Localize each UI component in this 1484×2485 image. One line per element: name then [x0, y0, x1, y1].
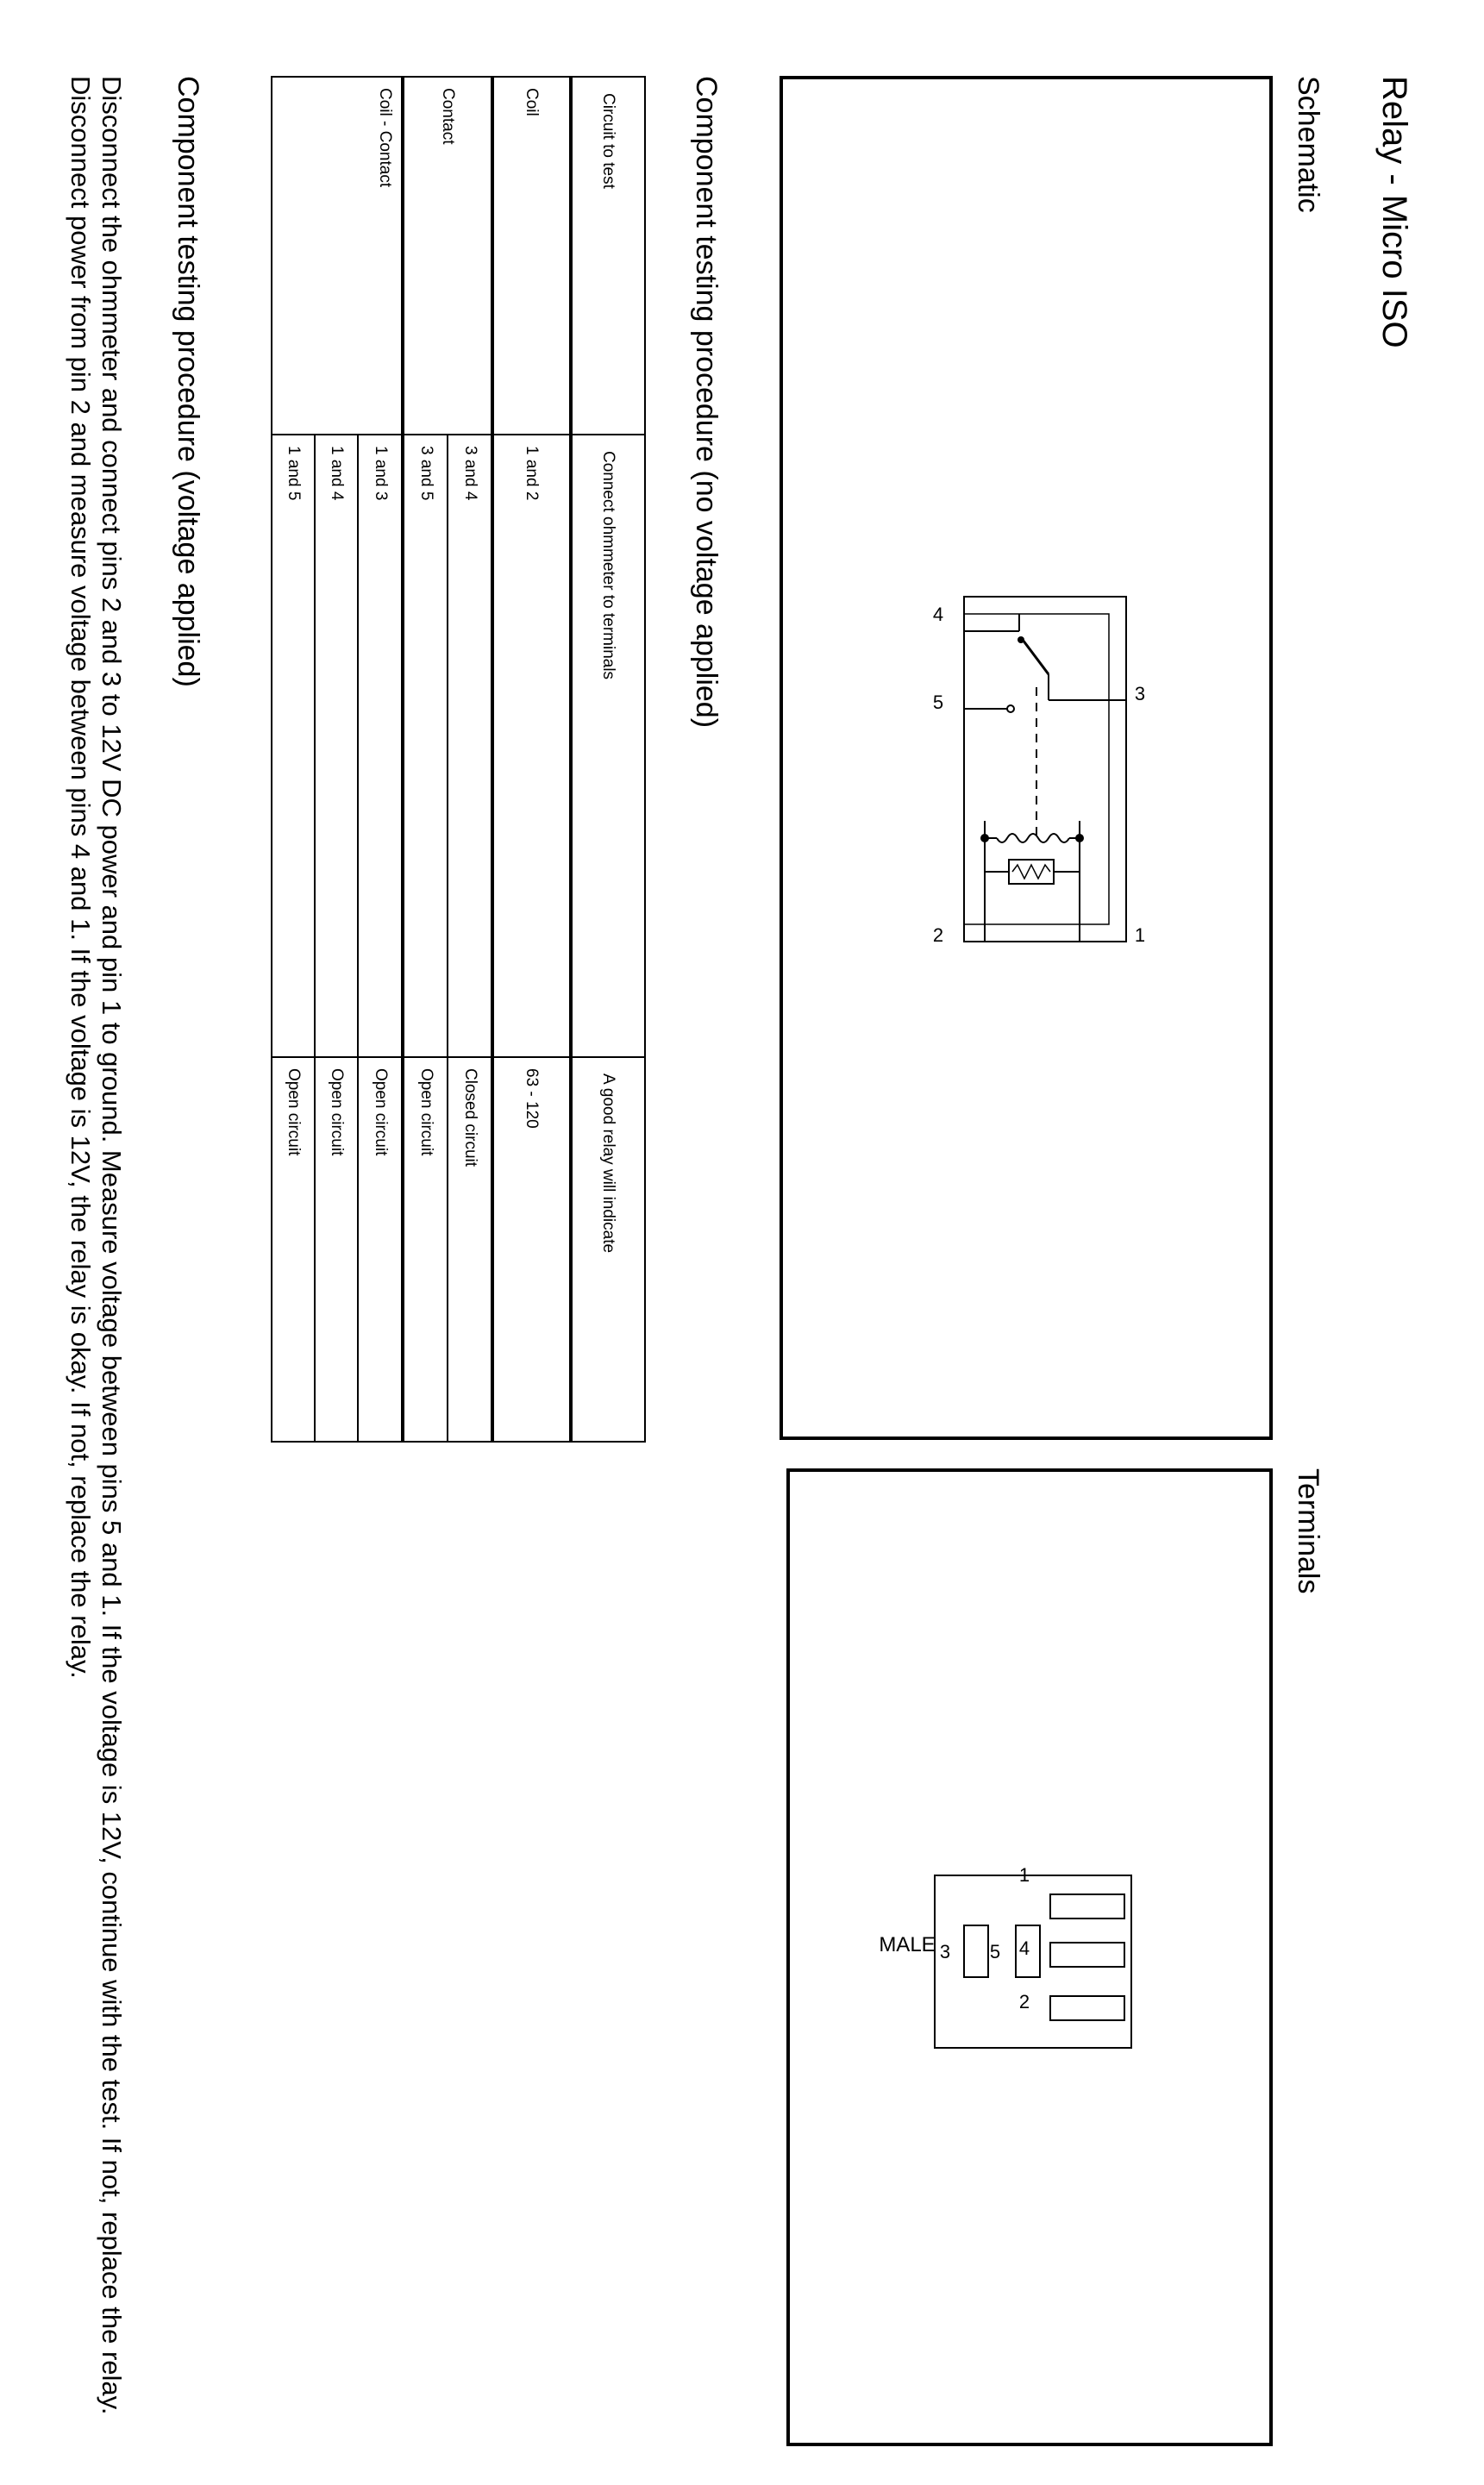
terminal-label-4: 4 — [1018, 1937, 1030, 1959]
result-cell: 63 - 120 — [492, 1057, 571, 1442]
table-row — [448, 77, 492, 1442]
result-cell: Open circuit — [272, 1057, 315, 1442]
pin-label-4: 4 — [932, 604, 944, 625]
table-header-row — [571, 77, 645, 1442]
voltage-heading: Component testing procedure (voltage applied) — [172, 76, 204, 687]
terminals-cell: 1 and 3 — [359, 435, 404, 1057]
no-voltage-heading: Component testing procedure (no voltage applied) — [690, 76, 723, 729]
terminal-label-2: 2 — [1018, 1991, 1030, 2012]
circuit-cell: Coil — [492, 77, 571, 435]
voltage-procedure-text: Disconnect the ohmmeter and connect pins 2 and 3 to 12V DC power and pin 1 to ground. Measure voltage between pins 5 and 1. If the voltage is 12V, continue with the test. If not, replace the relay. Disconnect power from pin 2 and measure voltage between pins 4 and 1. If the voltage is 12V, the relay is okay. If not, replace the relay. — [66, 76, 127, 2415]
connector-gender-label: MALE — [879, 1933, 936, 1956]
no-voltage-test-table — [271, 76, 646, 1443]
terminals-cell: 1 and 5 — [272, 435, 315, 1057]
coil-winding — [997, 834, 1069, 842]
terminal-pin-1 — [1050, 1894, 1124, 1919]
terminal-label-3: 3 — [939, 1941, 951, 1962]
relay-schematic-diagram — [783, 79, 1269, 1437]
connector-diagram — [790, 1472, 1269, 2443]
pin-label-5: 5 — [932, 692, 944, 713]
table-row — [492, 77, 571, 1442]
column-header-terminals: Connect ohmmeter to terminals — [571, 435, 645, 1057]
terminals-cell: 3 and 5 — [403, 435, 448, 1057]
terminals-cell: 3 and 4 — [448, 435, 492, 1057]
terminal-label-5: 5 — [989, 1941, 1001, 1962]
terminals-heading: Terminals — [1292, 1468, 1324, 1594]
pin-label-1: 1 — [1134, 924, 1146, 946]
terminal-pin-4 — [1050, 1943, 1124, 1967]
schematic-heading: Schematic — [1292, 76, 1324, 213]
suppression-resistor — [1009, 860, 1054, 884]
circuit-cell: Coil - Contact — [272, 77, 403, 435]
circuit-cell: Contact — [403, 77, 492, 435]
pin-label-2: 2 — [932, 924, 944, 946]
table-row — [359, 77, 404, 1442]
page-title: Relay - Micro ISO — [1375, 76, 1413, 348]
terminals-box — [786, 1468, 1273, 2446]
result-cell: Closed circuit — [448, 1057, 492, 1442]
result-cell: Open circuit — [315, 1057, 358, 1442]
schematic-box — [780, 76, 1273, 1440]
terminal-pin-3 — [964, 1925, 988, 1977]
pin-label-3: 3 — [1134, 683, 1146, 704]
terminals-cell: 1 and 2 — [492, 435, 571, 1057]
column-header-circuit: Circuit to test — [571, 77, 645, 435]
terminals-cell: 1 and 4 — [315, 435, 358, 1057]
relay-housing-outline — [964, 597, 1126, 942]
terminal-pin-2 — [1050, 1996, 1124, 2020]
terminal-label-1: 1 — [1018, 1864, 1030, 1886]
result-cell: Open circuit — [403, 1057, 448, 1442]
result-cell: Open circuit — [359, 1057, 404, 1442]
switch-arm — [1023, 640, 1049, 674]
column-header-result: A good relay will indicate — [571, 1057, 645, 1442]
